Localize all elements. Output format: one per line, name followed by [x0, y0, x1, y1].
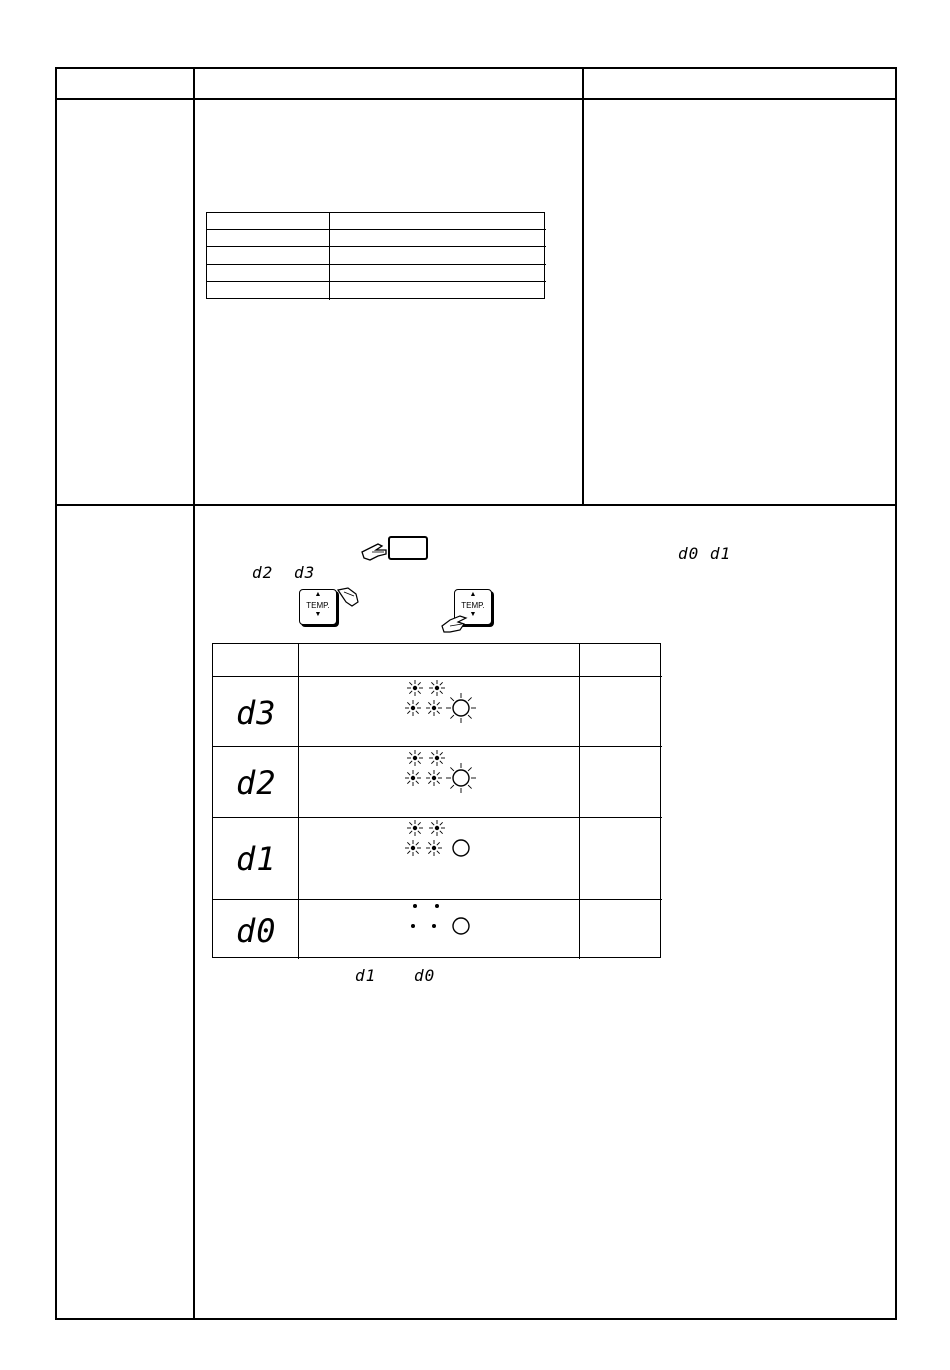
small-lamp-ray	[437, 702, 440, 705]
small-lamp-ray	[428, 702, 431, 705]
small-lamp-ray	[428, 781, 431, 784]
small-lamp-ray	[428, 711, 431, 714]
big-lamp-icon	[453, 700, 469, 716]
small-lamp-ray	[437, 851, 440, 854]
small-lamp-ray	[418, 822, 421, 825]
small-lamp-icon	[413, 686, 417, 690]
big-lamp-icon	[453, 770, 469, 786]
note-code-d1: d1	[355, 966, 377, 985]
level-code-d0: d0	[236, 912, 277, 950]
small-lamp-ray	[440, 831, 443, 834]
small-lamp-ray	[440, 761, 443, 764]
small-lamp-ray	[407, 772, 410, 775]
small-lamp-icon	[411, 776, 415, 780]
big-lamp-ray	[468, 785, 472, 789]
small-lamp-ray	[407, 851, 410, 854]
small-lamp-ray	[440, 752, 443, 755]
big-lamp-icon	[453, 840, 469, 856]
small-lamp-icon	[435, 826, 439, 830]
small-lamp-ray	[431, 682, 434, 685]
big-lamp-ray	[468, 697, 472, 701]
small-lamp-ray	[409, 752, 412, 755]
small-lamp-ray	[428, 851, 431, 854]
small-lamp-ray	[409, 682, 412, 685]
small-lamp-icon	[413, 756, 417, 760]
big-lamp-icon	[453, 918, 469, 934]
small-lamp-ray	[409, 761, 412, 764]
small-lamp-ray	[418, 761, 421, 764]
small-lamp-ray	[418, 691, 421, 694]
small-lamp-ray	[437, 711, 440, 714]
big-lamp-ray	[468, 767, 472, 771]
small-lamp-ray	[440, 691, 443, 694]
small-lamp-icon	[411, 706, 415, 710]
small-lamp-ray	[428, 842, 431, 845]
small-lamp-ray	[407, 781, 410, 784]
level-code-d1: d1	[236, 840, 277, 878]
small-lamp-ray	[416, 842, 419, 845]
small-lamp-ray	[418, 752, 421, 755]
small-lamp-ray	[440, 682, 443, 685]
level-code-d3: d3	[236, 694, 277, 732]
small-lamp-icon	[435, 686, 439, 690]
temp-down-button[interactable]: ▲ TEMP. ▼	[454, 589, 492, 625]
small-lamp-ray	[416, 851, 419, 854]
small-lamp-ray	[407, 702, 410, 705]
level-code-d2: d2	[236, 764, 277, 802]
small-lamp-icon	[432, 776, 436, 780]
small-lamp-ray	[418, 831, 421, 834]
small-lamp-ray	[431, 752, 434, 755]
small-lamp-ray	[409, 691, 412, 694]
big-lamp-ray	[450, 767, 454, 771]
small-lamp-icon	[435, 904, 439, 908]
small-lamp-ray	[416, 702, 419, 705]
small-lamp-icon	[413, 826, 417, 830]
small-lamp-icon	[413, 904, 417, 908]
small-lamp-ray	[418, 682, 421, 685]
small-lamp-ray	[431, 761, 434, 764]
small-lamp-ray	[431, 831, 434, 834]
temp-up-button[interactable]: ▲ TEMP. ▼	[299, 589, 337, 625]
small-lamp-ray	[409, 822, 412, 825]
small-lamp-ray	[431, 822, 434, 825]
small-lamp-ray	[431, 691, 434, 694]
small-lamp-ray	[416, 781, 419, 784]
big-lamp-ray	[468, 715, 472, 719]
code-d3-inline: d3	[294, 563, 316, 582]
big-lamp-ray	[450, 715, 454, 719]
small-lamp-ray	[437, 781, 440, 784]
big-lamp-ray	[450, 785, 454, 789]
small-lamp-ray	[437, 842, 440, 845]
small-lamp-icon	[432, 846, 436, 850]
small-lamp-ray	[407, 711, 410, 714]
small-lamp-ray	[416, 711, 419, 714]
small-lamp-ray	[407, 842, 410, 845]
small-lamp-icon	[435, 756, 439, 760]
small-lamp-ray	[409, 831, 412, 834]
small-lamp-icon	[432, 924, 436, 928]
small-lamp-icon	[411, 924, 415, 928]
small-lamp-ray	[428, 772, 431, 775]
code-d2-inline: d2	[252, 563, 274, 582]
codes-d0-d1: d0 d1	[678, 544, 732, 563]
small-lamp-ray	[416, 772, 419, 775]
small-lamp-ray	[437, 772, 440, 775]
small-lamp-icon	[411, 846, 415, 850]
small-lamp-ray	[440, 822, 443, 825]
small-lamp-icon	[432, 706, 436, 710]
note-code-d0: d0	[414, 966, 436, 985]
big-lamp-ray	[450, 697, 454, 701]
